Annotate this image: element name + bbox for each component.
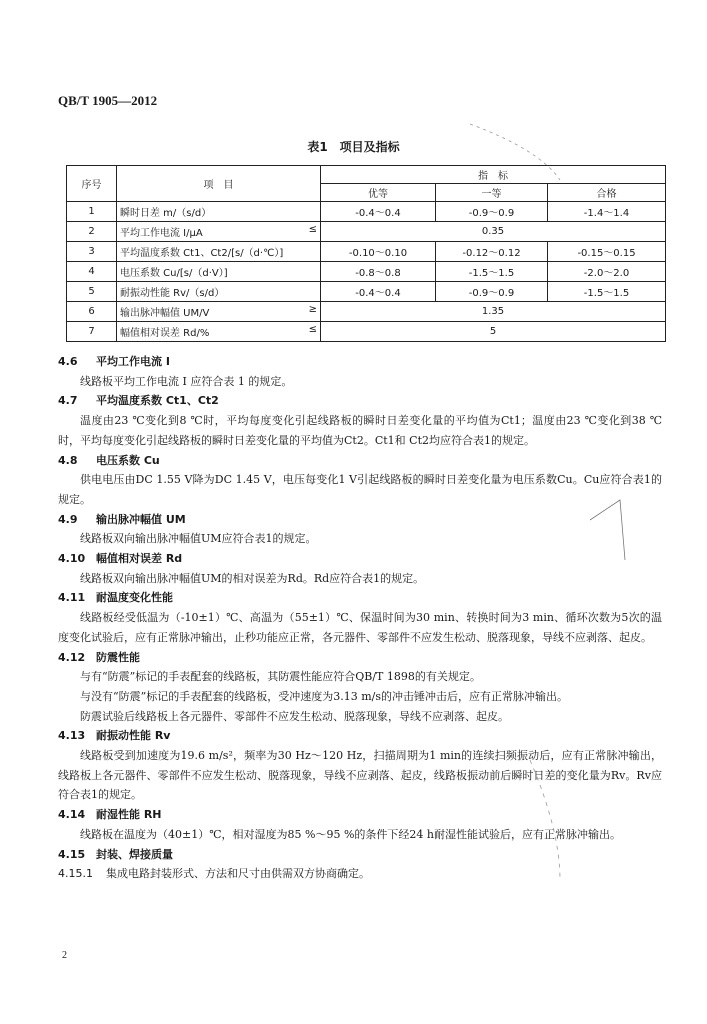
section-heading [58,588,662,608]
section-title: 耐湿性能 RH [96,808,162,822]
standard-number: QB/T 1905—2012 [58,93,158,108]
section-heading [58,352,662,372]
paragraph: 线路板双向输出脉冲幅值UM的相对误差为Rd。Rd应符合表1的规定。 [80,571,425,585]
section-heading [58,805,662,825]
row-relation: ≤ [308,224,317,235]
section-number: 4.9 [58,512,78,526]
section-number: 4.7 [58,394,78,408]
section-title: 平均工作电流 I [96,355,170,368]
cell-qualified: -1.5～1.5 [548,282,666,302]
section-title: 电压系数 Cu [96,453,160,467]
row-item-label: 瞬时日差 m/（s/d） [120,208,212,219]
row-no: 3 [67,242,117,262]
table-title: 表1 项目及指标 [307,140,400,154]
paragraph: 供电电压由DC 1.55 V降为DC 1.45 V，电压每变化1 V引起线路板的瞬时日差变化量为电压系数Cu。Cu应符合表1的规定。 [58,473,662,506]
section-heading [58,391,662,411]
subsection-text: 集成电路封装形式、方法和尺寸由供需双方协商确定。 [106,867,370,881]
row-item [117,242,321,262]
row-no: 1 [67,202,117,222]
header-index: 指 标 [321,166,666,184]
row-item-label: 平均工作电流 I/μA [120,228,203,239]
paragraph: 线路板在温度为（40±1）℃，相对湿度为85 %～95 %的条件下经24 h耐湿性能试验后，应有正常脉冲输出。 [80,827,621,841]
row-item-label: 耐振动性能 Rv/（s/d） [120,288,225,299]
paragraph: 与有“防震”标记的手表配套的线路板，其防震性能应符合QB/T 1898的有关规定。 [80,670,481,684]
cell-excellent: -0.4～0.4 [321,282,436,302]
section-title: 耐振动性能 Rv [96,729,171,743]
header-seq: 序号 [67,166,117,202]
cell-first: -0.9～0.9 [436,202,548,222]
cell-merged-value: 5 [321,322,666,342]
section-heading [58,845,662,865]
section-number: 4.11 [58,591,86,605]
row-item [117,262,321,282]
cell-first: -0.12～0.12 [436,242,548,262]
section-title: 封装、焊接质量 [96,847,173,861]
paragraph: 线路板平均工作电流 I 应符合表 1 的规定。 [80,374,293,388]
row-no: 7 [67,322,117,342]
paragraph: 线路板经受低温为（-10±1）℃、高温为（55±1）℃、保温时间为30 min、转换时间为3 min、循环次数为5次的温度变化试验后，应有正常脉冲输出，止秒功能应正常，各元器件、零部件不应发生松动、脱落现象，导线不应剥落、起皮。 [58,611,662,644]
subsection-line [58,864,662,884]
table-row [67,302,666,322]
row-no: 5 [67,282,117,302]
row-item [117,202,321,222]
section-title: 输出脉冲幅值 UM [96,512,186,526]
cell-qualified: -1.4～1.4 [548,202,666,222]
section-title: 耐温度变化性能 [96,591,173,605]
paragraph: 线路板双向输出脉冲幅值UM应符合表1的规定。 [80,532,317,546]
header-grade-qualified: 合格 [548,184,666,202]
section-number: 4.8 [58,453,78,467]
cell-first: -0.9～0.9 [436,282,548,302]
row-item [117,322,321,342]
row-item-label: 输出脉冲幅值 UM/V [120,308,210,319]
header-grade-first: 一等 [436,184,548,202]
row-item-label: 平均温度系数 Ct1、Ct2/[s/（d·℃）] [120,248,284,259]
section-number: 4.13 [58,729,86,743]
spec-table [66,165,666,342]
row-no: 4 [67,262,117,282]
cell-excellent: -0.4～0.4 [321,202,436,222]
row-item-label: 幅值相对误差 Rd/% [120,328,210,339]
section-heading [58,726,662,746]
row-relation: ≤ [308,324,317,335]
section-title: 平均温度系数 Ct1、Ct2 [96,394,219,408]
table-row [67,262,666,282]
section-title: 防震性能 [96,650,140,664]
cell-excellent: -0.8～0.8 [321,262,436,282]
cell-excellent: -0.10～0.10 [321,242,436,262]
cell-qualified: -2.0～2.0 [548,262,666,282]
table-row [67,282,666,302]
section-number: 4.6 [58,355,78,368]
row-item-label: 电压系数 Cu/[s/（d·V）] [120,268,228,279]
section-number: 4.15.1 [58,867,93,881]
row-item [117,282,321,302]
section-heading [58,510,662,530]
row-no: 2 [67,222,117,242]
paragraph: 防震试验后线路板上各元器件、零部件不应发生松动、脱落现象，导线不应剥落、起皮。 [80,709,509,723]
cell-qualified: -0.15～0.15 [548,242,666,262]
page-number: 2 [62,950,67,961]
section-heading [58,451,662,471]
body-text [58,352,662,884]
cell-merged-value: 1.35 [321,302,666,322]
header-item: 项 目 [117,166,321,202]
section-heading [58,648,662,668]
section-heading [58,549,662,569]
cell-merged-value: 0.35 [321,222,666,242]
row-no: 6 [67,302,117,322]
section-title: 幅值相对误差 Rd [96,552,183,566]
table-row [67,322,666,342]
paragraph: 与没有“防震”标记的手表配套的线路板，受冲速度为3.13 m/s的冲击锤冲击后，应有正常脉冲输出。 [80,689,569,703]
row-item [117,222,321,242]
row-item [117,302,321,322]
paragraph: 温度由23 ℃变化到8 ℃时，平均每度变化引起线路板的瞬时日差变化量的平均值为Ct1；温度由23 ℃变化到38 ℃时，平均每度变化引起线路板的瞬时日差变化量的平均值为Ct2。Ct1和 Ct2均应符合表1的规定。 [58,414,662,447]
section-number: 4.15 [58,847,86,861]
section-number: 4.14 [58,808,86,822]
table-row [67,222,666,242]
header-grade-excellent: 优等 [321,184,436,202]
table-row [67,242,666,262]
cell-first: -1.5～1.5 [436,262,548,282]
paragraph: 线路板受到加速度为19.6 m/s²，频率为30 Hz～120 Hz，扫描周期为1 min的连续扫频振动后，应有正常脉冲输出，线路板上各元器件、零部件不应发生松动、脱落现象，导线不应剥落、起皮，线路板振动前后瞬时日差的变化量为Rv。Rv应符合表1的规定。 [58,749,662,802]
section-number: 4.10 [58,552,86,566]
section-number: 4.12 [58,650,86,664]
table-row [67,202,666,222]
row-relation: ≥ [308,304,317,315]
